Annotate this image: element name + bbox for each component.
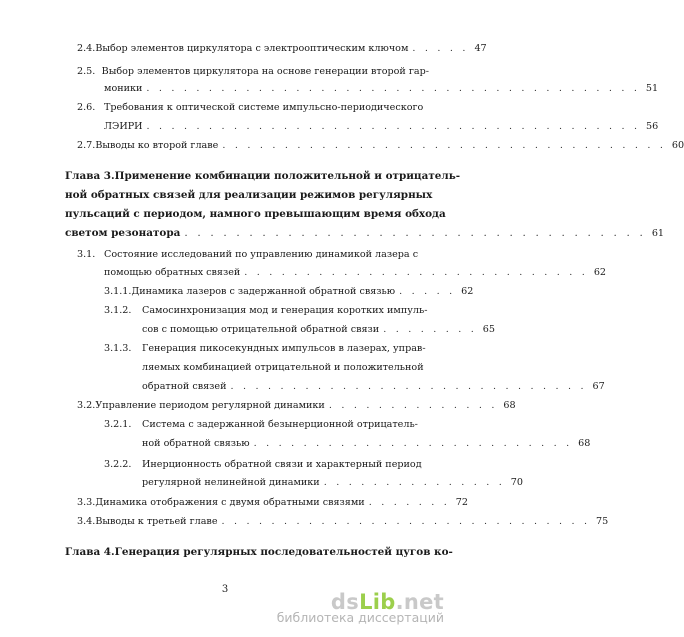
logo-net: .net bbox=[395, 590, 444, 614]
dot-leader: . . . . . . . . . . . . . . . . . . . . . . . . . . . . . bbox=[230, 381, 587, 392]
dot-leader: . . . . . . . bbox=[368, 497, 450, 508]
dslib-watermark bbox=[277, 590, 444, 625]
section-title-cont: моники bbox=[104, 83, 143, 94]
section-title: Выбор элементов циркулятора с электрооптическим ключом bbox=[95, 43, 409, 54]
dot-leader: . . . . . bbox=[412, 43, 469, 54]
dot-leader: . . . . . bbox=[399, 286, 456, 297]
dot-leader: . . . . . . . . . . . . . . . . . . . . . . . . . . . . . . . . . . . . . . . . bbox=[146, 83, 641, 94]
dot-leader: . . . . . . . . . . . . . . . . . . . . . . . . . . . . . . bbox=[221, 516, 591, 527]
watermark-subtitle: библиотека диссертаций bbox=[276, 610, 444, 625]
toc-entry-2-6-cont bbox=[104, 119, 659, 135]
page-ref: 68 bbox=[503, 400, 516, 411]
section-title: Состояние исследований по управлению динамикой лазера с bbox=[104, 249, 419, 260]
section-title-cont: ной обратной связью bbox=[142, 438, 250, 449]
logo-lib: Lib bbox=[359, 590, 396, 614]
chapter-number: Глава 4. bbox=[65, 546, 115, 558]
chapter-title-cont: ной обратных связей для реализации режимов регулярных bbox=[65, 189, 433, 201]
section-title-cont: обратной связей bbox=[142, 381, 227, 392]
section-number: 2.5. bbox=[77, 66, 96, 77]
chapter-title-cont: светом резонатора bbox=[65, 227, 181, 239]
section-title: Выводы ко второй главе bbox=[95, 140, 219, 151]
section-title: Самосинхронизация мод и генерация коротких импуль- bbox=[142, 305, 428, 316]
toc-entry-2-5 bbox=[77, 64, 429, 80]
section-title: Выводы к третьей главе bbox=[95, 516, 218, 527]
page-ref: 61 bbox=[651, 228, 665, 239]
section-title: Динамика отображения с двумя обратными связями bbox=[95, 497, 365, 508]
toc-entry-3-2-1-cont bbox=[142, 436, 591, 452]
toc-chapter-3-cont-3 bbox=[65, 225, 665, 241]
chapter-number: Глава 3. bbox=[65, 170, 115, 182]
section-number: 2.7. bbox=[77, 140, 96, 151]
dot-leader: . . . . . . . . . . . . . . . bbox=[323, 477, 505, 488]
toc-entry-3-3 bbox=[77, 495, 468, 511]
section-number: 2.6. bbox=[77, 102, 96, 113]
toc-entry-3-2-2-cont bbox=[142, 475, 523, 491]
dot-leader: . . . . . . . . . . . . . . . . . . . . . . . . . . . . . . . . . . . . bbox=[222, 140, 667, 151]
section-title: Управление периодом регулярной динамики bbox=[95, 400, 325, 411]
toc-chapter-3 bbox=[65, 168, 461, 184]
logo-ds: ds bbox=[330, 590, 360, 614]
page-number: 3 bbox=[221, 584, 229, 595]
toc-entry-3-1-3-cont-1 bbox=[142, 360, 429, 376]
page-ref: 47 bbox=[474, 43, 487, 54]
section-number: 3.2.2. bbox=[104, 459, 132, 470]
toc-entry-3-1-1 bbox=[104, 284, 474, 300]
toc-entry-3-2-1 bbox=[104, 417, 429, 433]
page-ref: 72 bbox=[455, 497, 468, 508]
section-title: Требования к оптической системе импульсно-периодического bbox=[104, 102, 424, 113]
section-title: Инерционность обратной связи и характерный период bbox=[142, 459, 422, 470]
section-number: 3.1.3. bbox=[104, 343, 132, 354]
page-ref: 62 bbox=[461, 286, 474, 297]
toc-entry-2-4 bbox=[77, 41, 487, 57]
dot-leader: . . . . . . . . . . . . . . . . . . . . . . . . . . bbox=[253, 438, 573, 449]
toc-entry-2-5-cont bbox=[104, 81, 659, 97]
page-ref: 51 bbox=[645, 83, 659, 94]
toc-entry-2-7 bbox=[77, 138, 684, 154]
dot-leader: . . . . . . . . bbox=[383, 324, 477, 335]
chapter-title-cont: пульсаций с периодом, намного превышающим время обхода bbox=[65, 208, 446, 220]
page-ref: 65 bbox=[482, 324, 495, 335]
section-title: Выбор элементов циркулятора на основе генерации второй гар- bbox=[101, 66, 429, 77]
toc-entry-3-1-2 bbox=[104, 303, 429, 319]
page-ref: 67 bbox=[592, 381, 605, 392]
toc-entry-3-1-3 bbox=[104, 341, 429, 357]
chapter-title: Генерация регулярных последовательностей цугов ко- bbox=[114, 546, 453, 558]
section-title: Генерация пикосекундных импульсов в лазерах, управ- bbox=[142, 343, 426, 354]
toc-chapter-3-cont-1 bbox=[65, 187, 433, 203]
toc-entry-3-1-3-cont-2 bbox=[142, 379, 605, 395]
section-title-cont: помощью обратных связей bbox=[104, 267, 241, 278]
page-ref: 56 bbox=[646, 121, 659, 132]
section-number: 3.1.1. bbox=[104, 286, 132, 297]
section-title: Динамика лазеров с задержанной обратной связью bbox=[131, 286, 396, 297]
page-ref: 60 bbox=[671, 140, 684, 151]
toc-entry-3-2 bbox=[77, 398, 516, 414]
toc-chapter-4 bbox=[65, 544, 453, 560]
section-number: 3.1.2. bbox=[104, 305, 132, 316]
toc-entry-3-1-cont bbox=[104, 265, 607, 281]
dot-leader: . . . . . . . . . . . . . . bbox=[328, 400, 498, 411]
toc-chapter-3-cont-2 bbox=[65, 206, 446, 222]
section-number: 3.2. bbox=[77, 400, 96, 411]
section-number: 3.1. bbox=[77, 249, 96, 260]
toc-entry-3-4 bbox=[77, 514, 609, 530]
section-title-cont: регулярной нелинейной динамики bbox=[142, 477, 320, 488]
dot-leader: . . . . . . . . . . . . . . . . . . . . . . . . . . . . . . . . . . . . bbox=[184, 227, 647, 239]
section-title-cont: ЛЭИРИ bbox=[104, 121, 143, 132]
chapter-title: Применение комбинации положительной и отрицатель- bbox=[114, 170, 461, 182]
page-ref: 75 bbox=[596, 516, 609, 527]
toc-entry-3-1 bbox=[77, 247, 429, 263]
toc-entry-3-2-2 bbox=[104, 457, 429, 473]
section-number: 3.4. bbox=[77, 516, 96, 527]
section-title-cont: ляемых комбинацией отрицательной и положительной bbox=[142, 362, 424, 373]
toc-entry-2-6 bbox=[77, 100, 429, 116]
section-title-cont: сов с помощью отрицательной обратной связи bbox=[142, 324, 380, 335]
page-ref: 70 bbox=[510, 477, 523, 488]
section-title: Система с задержанной безынерционной отрицатель- bbox=[142, 419, 418, 430]
section-number: 3.3. bbox=[77, 497, 96, 508]
dot-leader: . . . . . . . . . . . . . . . . . . . . . . . . . . . . bbox=[244, 267, 589, 278]
dot-leader: . . . . . . . . . . . . . . . . . . . . . . . . . . . . . . . . . . . . . . . . bbox=[146, 121, 641, 132]
page-ref: 68 bbox=[578, 438, 591, 449]
section-number: 3.2.1. bbox=[104, 419, 132, 430]
toc-entry-3-1-2-cont bbox=[142, 322, 495, 338]
page-ref: 62 bbox=[593, 267, 607, 278]
section-number: 2.4. bbox=[77, 43, 96, 54]
